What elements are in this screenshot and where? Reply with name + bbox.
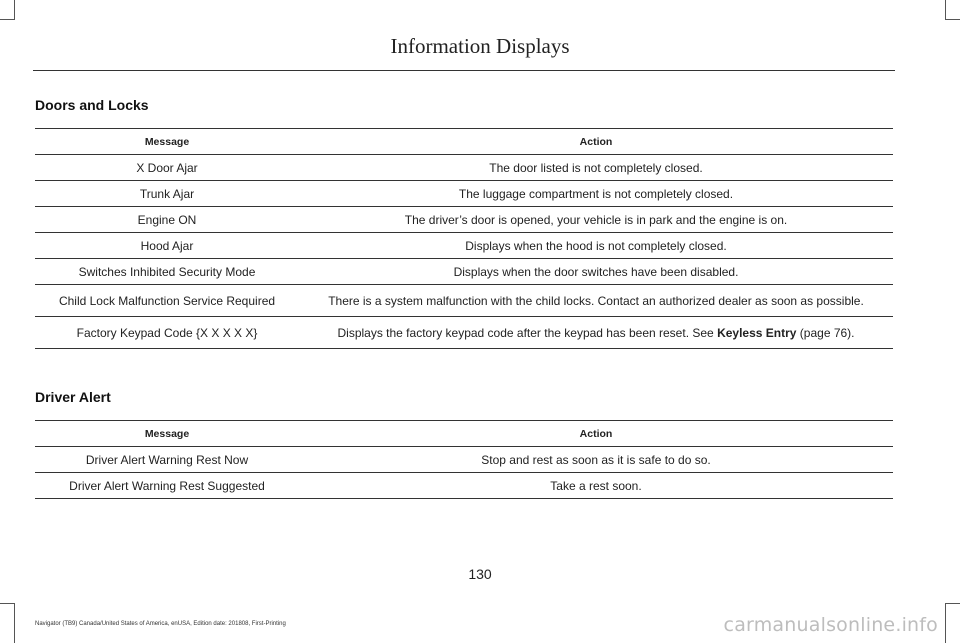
table-row bbox=[35, 181, 893, 207]
crop-mark bbox=[14, 603, 15, 643]
message-cell: Switches Inhibited Security Mode bbox=[35, 259, 299, 285]
action-cell: The luggage compartment is not completely closed. bbox=[299, 181, 893, 207]
table-row bbox=[35, 285, 893, 317]
section-heading-doors-and-locks: Doors and Locks bbox=[35, 97, 149, 113]
message-cell: Hood Ajar bbox=[35, 233, 299, 259]
message-cell: Trunk Ajar bbox=[35, 181, 299, 207]
table-row bbox=[35, 317, 893, 349]
table-row bbox=[35, 259, 893, 285]
message-cell: Child Lock Malfunction Service Required bbox=[35, 285, 299, 317]
column-header-action: Action bbox=[299, 421, 893, 447]
message-cell: Driver Alert Warning Rest Suggested bbox=[35, 473, 299, 499]
crop-mark bbox=[946, 603, 960, 604]
crop-mark bbox=[14, 0, 15, 20]
action-cell: Stop and rest as soon as it is safe to do so. bbox=[299, 447, 893, 473]
table-header-row bbox=[35, 129, 893, 155]
crop-mark bbox=[945, 603, 946, 643]
message-cell: Engine ON bbox=[35, 207, 299, 233]
table-row bbox=[35, 207, 893, 233]
crop-mark bbox=[0, 603, 14, 604]
table-header-row bbox=[35, 421, 893, 447]
table-row bbox=[35, 447, 893, 473]
header-rule bbox=[33, 70, 895, 71]
crop-mark bbox=[946, 19, 960, 20]
chapter-title: Information Displays bbox=[390, 34, 570, 58]
message-cell: Driver Alert Warning Rest Now bbox=[35, 447, 299, 473]
action-cell: The driver’s door is opened, your vehicle is in park and the engine is on. bbox=[299, 207, 893, 233]
action-cell: The door listed is not completely closed. bbox=[299, 155, 893, 181]
page-number: 130 bbox=[468, 566, 492, 582]
action-cell: Displays when the hood is not completely closed. bbox=[299, 233, 893, 259]
message-cell: Factory Keypad Code {X X X X X} bbox=[35, 317, 299, 349]
crop-mark bbox=[945, 0, 946, 20]
doors-and-locks-table bbox=[35, 128, 893, 349]
driver-alert-table bbox=[35, 420, 893, 499]
keyless-entry-link[interactable]: Keyless Entry bbox=[717, 325, 797, 340]
column-header-message: Message bbox=[35, 421, 299, 447]
action-cell: There is a system malfunction with the child locks. Contact an authorized dealer as soon as possible. bbox=[299, 285, 893, 317]
action-cell: Displays when the door switches have been disabled. bbox=[299, 259, 893, 285]
column-header-message: Message bbox=[35, 129, 299, 155]
page-reference: (page 76). bbox=[799, 325, 855, 340]
table-row bbox=[35, 155, 893, 181]
edition-footer: Navigator (TB9) Canada/United States of America, enUSA, Edition date: 201808, First-Printing bbox=[35, 621, 286, 627]
column-header-action: Action bbox=[299, 129, 893, 155]
message-cell: X Door Ajar bbox=[35, 155, 299, 181]
table-row bbox=[35, 233, 893, 259]
action-cell: Take a rest soon. bbox=[299, 473, 893, 499]
watermark-logo: carmanualsonline.info bbox=[723, 614, 938, 636]
section-heading-driver-alert: Driver Alert bbox=[35, 389, 111, 405]
action-text: Displays the factory keypad code after the keypad has been reset. See bbox=[337, 325, 714, 340]
crop-mark bbox=[0, 19, 14, 20]
table-row bbox=[35, 473, 893, 499]
action-cell bbox=[299, 317, 893, 349]
